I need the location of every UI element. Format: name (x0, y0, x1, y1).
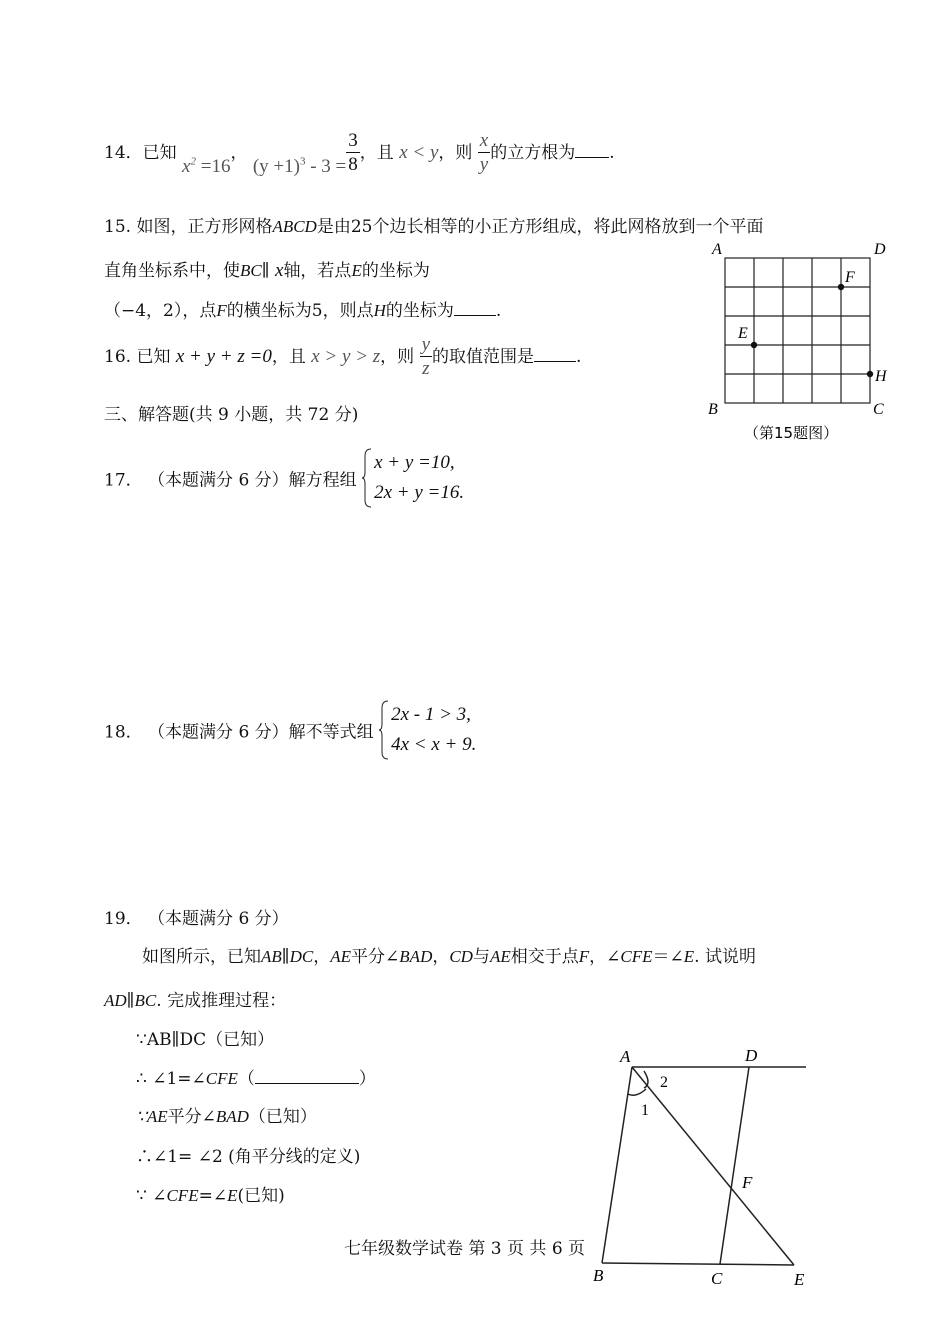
q19-text-h: ＝∠ (652, 947, 684, 967)
q15-text-3b: 的横坐标为5，则点 (226, 301, 374, 321)
q19-text-a: 如图所示，已知 (142, 947, 261, 967)
q19-text-c: 平分∠ (351, 947, 400, 967)
q18-inequality-system (379, 700, 476, 760)
q16-fraction-den: z (422, 358, 430, 379)
q14-fraction-1 (346, 130, 360, 177)
angle-1-arc (628, 1089, 646, 1095)
point-e (751, 342, 757, 348)
q16-text-1: 已知 (136, 347, 171, 367)
q18-brace (379, 700, 389, 760)
q15-abcd: ABCD (272, 217, 317, 236)
q14-expr-1-rest: =16 (195, 156, 231, 177)
q19-step-3d: （已知） (248, 1107, 317, 1127)
q16-fraction (420, 334, 432, 381)
q19-parallel-2: ∥ (126, 991, 135, 1011)
q19-parallel: ∥ (281, 947, 290, 967)
q14-text-1: 已知 (142, 143, 177, 163)
q14-answer-blank[interactable] (575, 140, 609, 158)
q19-ae-2: AE (489, 947, 511, 966)
q15-f: F (216, 301, 227, 320)
q16-answer-blank[interactable] (534, 344, 576, 362)
q14-line (104, 130, 615, 177)
q19-paragraph-1 (142, 942, 756, 967)
line-ab (602, 1067, 632, 1263)
fig19-label-a: A (620, 1047, 631, 1066)
q14-end: . (609, 143, 615, 163)
q16-fraction-num: y (421, 334, 430, 355)
fig19-label-1: 1 (641, 1102, 649, 1119)
q19-bc: BC (134, 991, 157, 1010)
q15-x-axis: x (275, 260, 284, 281)
q14-expr-2b: - 3 = (305, 156, 347, 177)
label-e: E (738, 325, 748, 342)
q17-equation-system (362, 448, 464, 508)
q14-number: 14． (104, 143, 143, 163)
q18-inequality-2: 4x < x + 9. (391, 734, 477, 755)
q15-parallel-sign: ∥ (261, 261, 270, 281)
q14-fraction-1-den: 8 (348, 154, 358, 175)
fig19-label-b: B (593, 1266, 604, 1285)
q19-dc: DC (289, 947, 314, 966)
q14-text-2: ，且 (359, 143, 394, 163)
q16-text-4: 的取值范围是 (432, 347, 534, 367)
q16-line (104, 334, 581, 381)
q19-paragraph-2 (104, 986, 286, 1011)
q19-step-5-cfe: CFE (166, 1186, 199, 1205)
q19-step-5-e: E (227, 1186, 238, 1205)
q15-line-3 (104, 296, 501, 321)
q14-expr-1 (182, 156, 230, 177)
q19-instruction: . 完成推理过程： (156, 991, 287, 1011)
q19-step-5 (136, 1181, 285, 1206)
q14-text-3: ，则 (438, 143, 473, 163)
q19-ae: AE (330, 947, 352, 966)
q19-step-3-bad: BAD (215, 1107, 249, 1126)
q17-equation-2: 2x + y =16. (374, 482, 465, 503)
q19-step-4: ∴∠1= ∠2 (角平分线的定义) (136, 1147, 361, 1167)
angle-2-arc (644, 1071, 648, 1088)
q19-step-2a: ∴ ∠1=∠ (136, 1069, 206, 1089)
q15-bc: BC (240, 261, 262, 280)
q19-step-5a: ∵ ∠ (136, 1186, 167, 1206)
q14-text-4: 的立方根为 (490, 143, 576, 163)
figure-15 (700, 236, 900, 446)
fig19-label-c: C (711, 1269, 723, 1288)
q19-point-f: F (578, 947, 590, 966)
fig19-label-e: E (794, 1270, 805, 1289)
label-c: C (873, 401, 884, 418)
q19-ab: AB (261, 947, 282, 966)
q19-cd: CD (449, 947, 473, 966)
q14-expr-3: x < y (399, 142, 439, 163)
line-dc (720, 1067, 749, 1264)
q15-text-2b: 轴，若点 (283, 261, 352, 281)
q19-label: （本题满分 6 分） (148, 909, 289, 929)
q16-text-2: ，且 (271, 347, 306, 367)
q15-number: 15. (104, 217, 132, 237)
label-f: F (845, 269, 855, 286)
q15-text-2a: 直角坐标系中，使 (104, 261, 240, 281)
q19-step-5c: =∠ (198, 1186, 228, 1206)
q15-line-1 (104, 212, 763, 237)
q19-step-1: ∵AB∥DC（已知） (136, 1030, 275, 1050)
page-footer: 七年级数学试卷 第 3 页 共 6 页 (344, 1239, 586, 1259)
q19-bad: BAD (399, 947, 433, 966)
q15-end: . (495, 301, 502, 321)
figure-15-caption: （第15题图） (744, 424, 839, 442)
q14-expr-2 (253, 156, 346, 177)
fig19-label-2: 2 (660, 1074, 668, 1091)
q14-expr-1-sup: 2 (190, 155, 196, 168)
q19-step-2-open: （ (237, 1069, 255, 1089)
q17-brace (362, 448, 372, 508)
q14-expr-2a: (y +1) (252, 156, 300, 177)
q15-text-2c: 的坐标为 (361, 261, 430, 281)
q14-fraction-2-num: x (479, 130, 489, 151)
q17-label: （本题满分 6 分）解方程组 (148, 470, 357, 491)
q19-header (104, 904, 289, 929)
q16-expr-2: x > y > z (311, 346, 381, 367)
label-a: A (712, 241, 722, 258)
section-3-heading: 三、解答题(共 9 小题，共 72 分) (104, 405, 359, 425)
q19-cfe: CFE (620, 947, 653, 966)
q14-fraction-1-num: 3 (348, 130, 358, 151)
q15-text-3c: 的坐标为 (385, 301, 454, 321)
q19-text-f: 相交于点 (510, 947, 579, 967)
q17-line (104, 448, 464, 508)
q18-inequality-1: 2x - 1 > 3, (391, 704, 471, 725)
q19-step-5e: (已知) (237, 1186, 285, 1206)
q19-text-b: ， (313, 947, 331, 967)
q19-step-3a: ∵AE (136, 1107, 168, 1126)
label-b: B (708, 401, 718, 418)
q19-step-3b: 平分∠ (167, 1107, 216, 1127)
point-h (867, 371, 873, 377)
q19-step-2-close: ） (358, 1069, 376, 1089)
q19-text-i: . 试说明 (694, 947, 756, 967)
q15-text-1a: 如图，正方形网格 (136, 217, 273, 237)
q15-h: H (373, 301, 386, 320)
q15-e: E (351, 261, 362, 280)
q19-text-e: 与 (472, 947, 490, 967)
q14-fraction-2-den: y (479, 154, 489, 175)
fig19-label-f: F (742, 1173, 753, 1192)
q14-comma: ， (230, 143, 248, 163)
q19-text-g: ，∠ (589, 947, 621, 967)
q19-reason-blank[interactable] (255, 1066, 359, 1084)
q16-text-3: ，则 (380, 347, 415, 367)
q18-number: 18． (104, 722, 143, 743)
q18-label: （本题满分 6 分）解不等式组 (148, 722, 374, 743)
q15-text-3a: （−4，2），点 (104, 301, 217, 321)
q19-number: 19． (104, 909, 143, 929)
q19-text-d: ， (432, 947, 450, 967)
point-f (838, 284, 844, 290)
q18-line (104, 700, 476, 760)
q14-fraction-2 (478, 130, 490, 177)
q16-expr-1: x + y + z =0 (175, 346, 272, 367)
q15-text-1b: 是由25个边长相等的小正方形组成，将此网格放到一个平面 (316, 217, 764, 237)
q17-equation-1: x + y =10, (374, 452, 455, 473)
q14-expr-2-sup: 3 (299, 155, 306, 168)
q19-point-e: E (683, 947, 695, 966)
q14-expr-1-base: x (182, 156, 191, 177)
q16-end: . (576, 347, 582, 367)
line-be (602, 1263, 794, 1265)
label-d: D (874, 241, 886, 258)
figure-19 (580, 1040, 820, 1290)
q15-line-2 (104, 256, 430, 282)
q15-answer-blank[interactable] (454, 298, 496, 316)
q19-step-2 (136, 1064, 376, 1089)
fig19-label-d: D (745, 1046, 758, 1065)
q16-number: 16. (104, 347, 132, 367)
label-h: H (875, 368, 887, 385)
q19-step-3 (136, 1102, 317, 1127)
line-ae (632, 1067, 794, 1265)
q19-ad: AD (104, 991, 127, 1010)
q17-number: 17． (104, 470, 143, 491)
q19-step-2-cfe: CFE (205, 1069, 238, 1088)
